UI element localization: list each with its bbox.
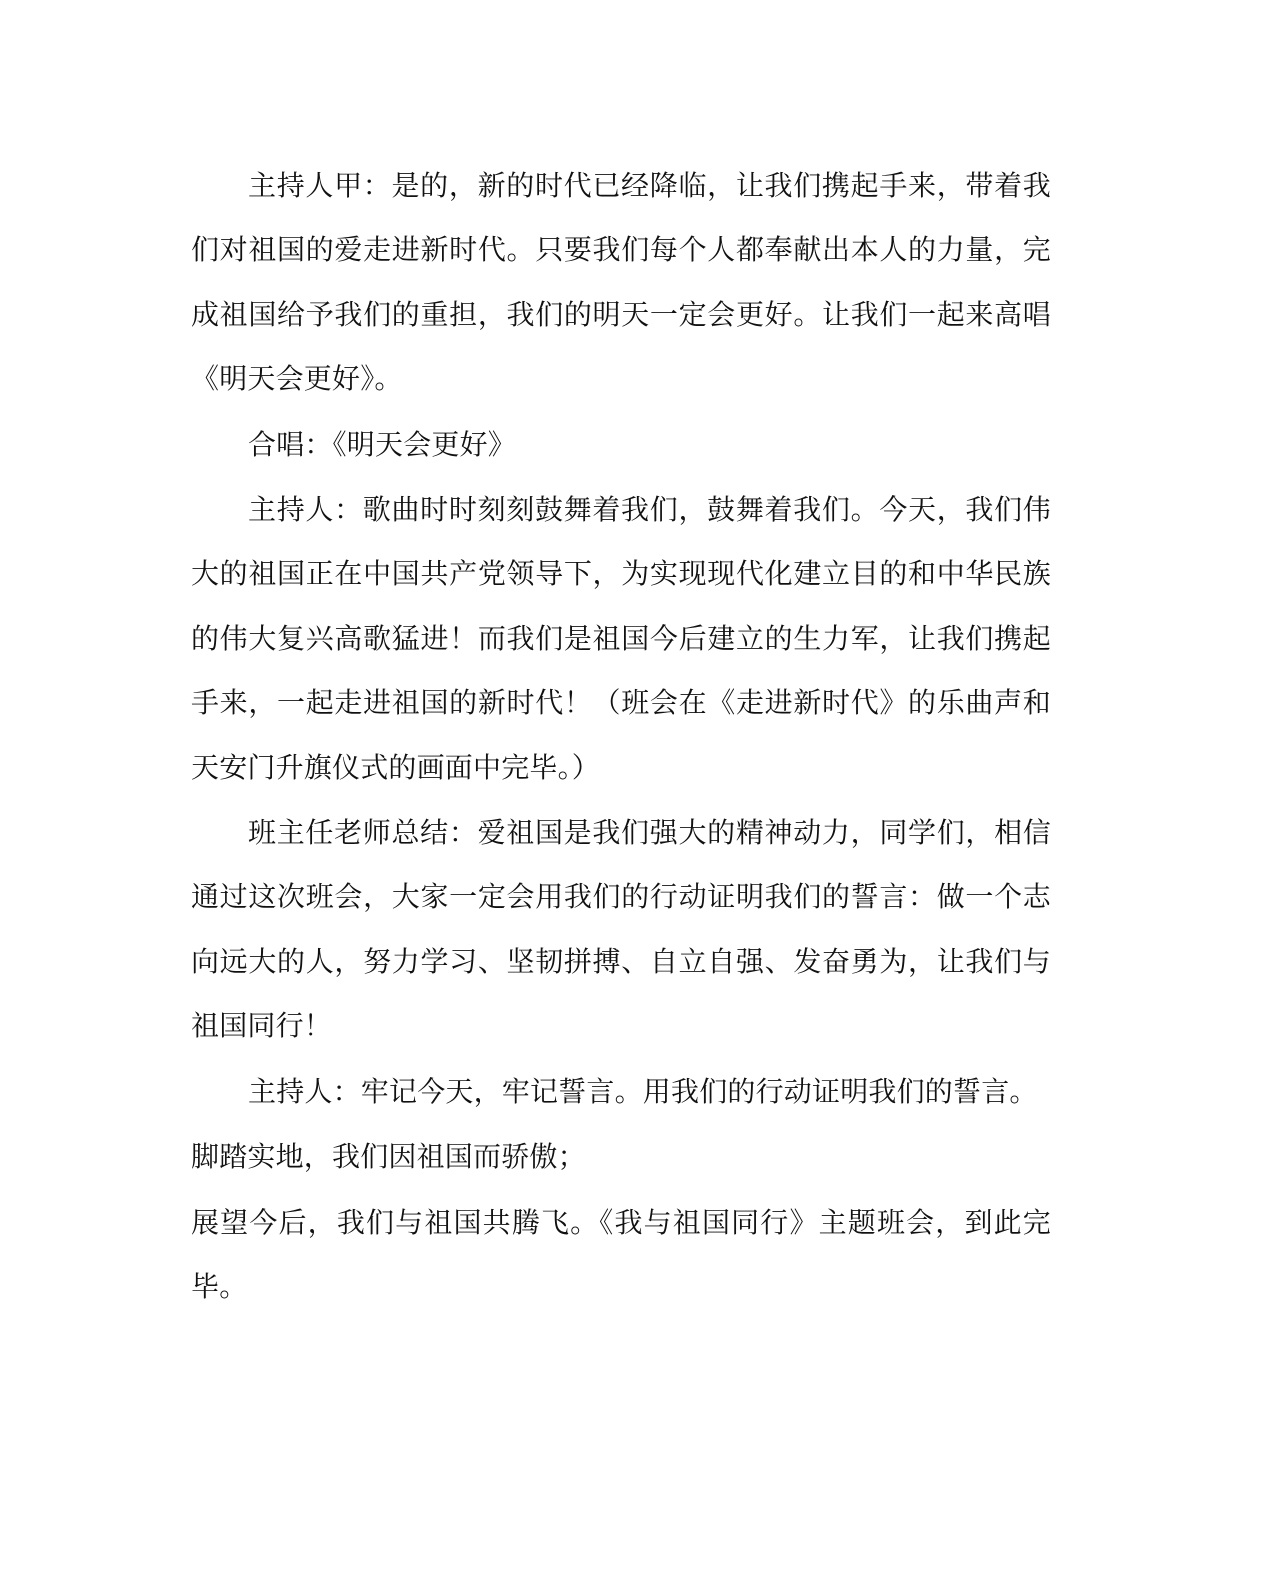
paragraph-host-song-inspiration: 主持人：歌曲时时刻刻鼓舞着我们，鼓舞着我们。今天，我们伟大的祖国正在中国共产党领导下，为实现现代化建立目的和中华民族的伟大复兴高歌猛进！而我们是祖国今后建立的生力军，让我们携起手来，一起走进祖国的新时代！（班会在《走进新时代》的乐曲声和天安门升旗仪式的画面中完毕。）	[191, 493, 1051, 784]
paragraph-host-a-closing: 主持人甲：是的，新的时代已经降临，让我们携起手来，带着我们对祖国的爱走进新时代。只要我们每个人都奉献出本人的力量，完成祖国给予我们的重担，我们的明天一定会更好。让我们一起来高唱《明天会更好》。	[191, 169, 1051, 396]
paragraph-host-remember: 主持人：牢记今天，牢记誓言。用我们的行动证明我们的誓言。	[248, 1074, 1038, 1108]
paragraph-closing-line: 展望今后，我们与祖国共腾飞。《我与祖国同行》主题班会，到此完毕。	[191, 1205, 1051, 1303]
paragraph-down-to-earth: 脚踏实地，我们因祖国而骄傲；	[191, 1140, 586, 1174]
paragraph-chorus: 合唱：《明天会更好》	[248, 427, 517, 461]
document-page	[191, 154, 1051, 1320]
paragraph-teacher-summary: 班主任老师总结：爱祖国是我们强大的精神动力，同学们，相信通过这次班会，大家一定会用我们的行动证明我们的誓言：做一个志向远大的人，努力学习、坚韧拼搏、自立自强、发奋勇为，让我们与祖国同行！	[191, 816, 1051, 1043]
